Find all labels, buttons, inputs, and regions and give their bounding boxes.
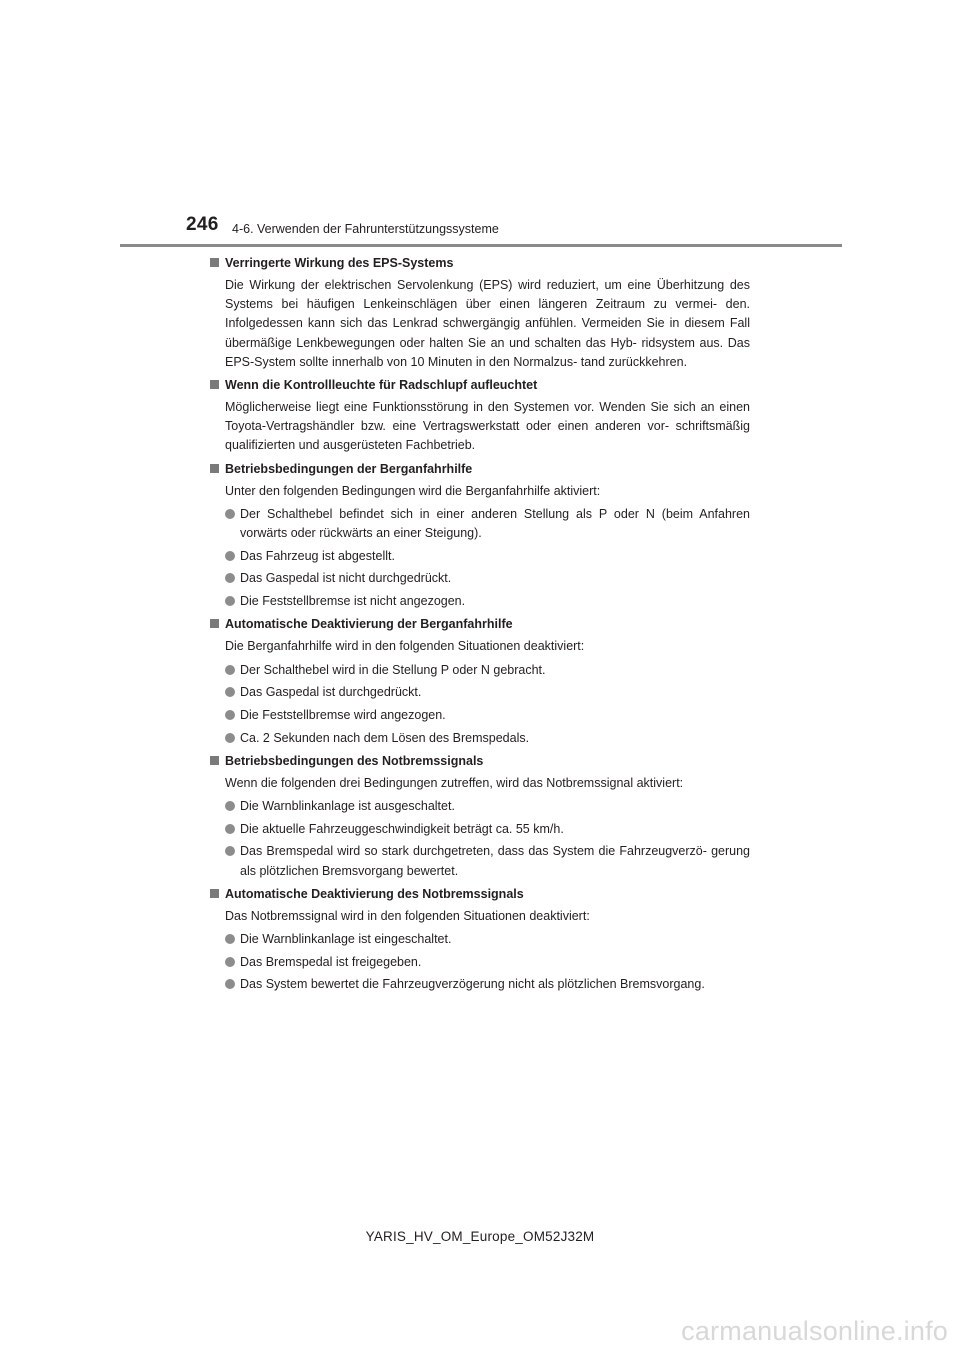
bullet-item — [210, 661, 750, 680]
bullet-text: Die Feststellbremse wird angezogen. — [240, 707, 446, 722]
section-heading — [210, 376, 750, 394]
chapter-header: 4-6. Verwenden der Fahrunterstützungssysteme — [232, 222, 499, 236]
bullet-text: Das Bremspedal ist freigegeben. — [240, 954, 422, 969]
bullet-item — [210, 547, 750, 566]
bullet-item — [210, 820, 750, 839]
section-body-text: Wenn die folgenden drei Bedingungen zutreffen, wird das Notbremssignal aktiviert: — [225, 775, 684, 790]
watermark: carmanualsonline.info — [681, 1316, 948, 1346]
content-section — [210, 752, 750, 881]
section-body-text: Die Berganfahrhilfe wird in den folgenden Situationen deaktiviert: — [225, 639, 585, 654]
section-heading — [210, 885, 750, 903]
bullet-text: Der Schalthebel wird in die Stellung P oder N gebracht. — [240, 662, 546, 677]
square-marker-icon — [210, 756, 219, 765]
section-heading-text: Betriebsbedingungen der Berganfahrhilfe — [225, 461, 473, 476]
bullet-item — [210, 683, 750, 702]
bullet-dot-icon — [225, 596, 235, 606]
bullet-item — [210, 797, 750, 816]
bullet-dot-icon — [225, 979, 235, 989]
bullet-dot-icon — [225, 934, 235, 944]
section-body-text: Unter den folgenden Bedingungen wird die Berganfahrhilfe aktiviert: — [225, 483, 601, 498]
section-heading-text: Betriebsbedingungen des Notbremssignals — [225, 753, 484, 768]
document-id-footer: YARIS_HV_OM_Europe_OM52J32M — [365, 1229, 595, 1244]
page-number: 246 — [186, 214, 219, 235]
section-heading — [210, 254, 750, 272]
bullet-item — [210, 729, 750, 748]
main-content — [210, 254, 750, 999]
bullet-item — [210, 569, 750, 588]
bullet-text: Das Fahrzeug ist abgestellt. — [240, 548, 395, 563]
bullet-item — [210, 842, 750, 880]
bullet-text: Das Gaspedal ist durchgedrückt. — [240, 685, 422, 700]
header-divider — [120, 244, 842, 247]
section-heading — [210, 615, 750, 633]
square-marker-icon — [210, 619, 219, 628]
bullet-text: Die Feststellbremse ist nicht angezogen. — [240, 594, 466, 609]
bullet-text: Das Bremspedal wird so stark durchgetreten, dass das System die Fahrzeugverzö- gerung als plötzlichen Bremsvorgang bewertet. — [240, 844, 750, 878]
bullet-dot-icon — [225, 801, 235, 811]
square-marker-icon — [210, 380, 219, 389]
square-marker-icon — [210, 889, 219, 898]
bullet-dot-icon — [225, 710, 235, 720]
bullet-dot-icon — [225, 665, 235, 675]
bullet-item — [210, 975, 750, 994]
bullet-dot-icon — [225, 687, 235, 697]
bullet-dot-icon — [225, 733, 235, 743]
bullet-dot-icon — [225, 551, 235, 561]
bullet-item — [210, 930, 750, 949]
bullet-text: Die Warnblinkanlage ist eingeschaltet. — [240, 932, 452, 947]
content-section — [210, 885, 750, 995]
bullet-item — [210, 953, 750, 972]
bullet-text: Die aktuelle Fahrzeuggeschwindigkeit beträgt ca. 55 km/h. — [240, 821, 564, 836]
section-heading-text: Automatische Deaktivierung des Notbremssignals — [225, 886, 524, 901]
bullet-text: Das System bewertet die Fahrzeugverzögerung nicht als plötzlichen Bremsvorgang. — [240, 977, 705, 992]
bullet-dot-icon — [225, 509, 235, 519]
section-body-text: Möglicherweise liegt eine Funktionsstörung in den Systemen vor. Wenden Sie sich an einen Toyota-Vertragshändler bzw. eine Vertragswerkstatt oder einen anderen vor- schriftsmäßig qualifizierten und ausgerüsteten Fachbetrieb. — [225, 400, 750, 453]
section-heading — [210, 460, 750, 478]
square-marker-icon — [210, 258, 219, 267]
content-section — [210, 460, 750, 612]
content-section — [210, 376, 750, 456]
section-body-text: Das Notbremssignal wird in den folgenden Situationen deaktiviert: — [225, 908, 590, 923]
section-heading-text: Wenn die Kontrollleuchte für Radschlupf aufleuchtet — [225, 378, 538, 393]
section-heading-text: Automatische Deaktivierung der Berganfahrhilfe — [225, 617, 513, 632]
square-marker-icon — [210, 464, 219, 473]
bullet-text: Der Schalthebel befindet sich in einer anderen Stellung als P oder N (beim Anfahren vorwärts oder rückwärts an einer Steigung). — [240, 506, 750, 541]
bullet-dot-icon — [225, 846, 235, 856]
bullet-item — [210, 592, 750, 611]
bullet-dot-icon — [225, 957, 235, 967]
content-section — [210, 254, 750, 372]
bullet-item — [210, 505, 750, 543]
section-heading-text: Verringerte Wirkung des EPS-Systems — [225, 256, 454, 270]
content-section — [210, 615, 750, 748]
section-body-text: Die Wirkung der elektrischen Servolenkung (EPS) wird reduziert, um eine Überhitzung des Systems bei häufigen Lenkeinschlägen über einen längeren Zeitraum zu vermei- den. Infolgedessen kann sich das Lenkrad schwergängig anfühlen. Vermeiden Sie in diesem Fall übermäßige Lenkbewegungen oder halten Sie an und schalten das Hyb- ridsystem aus. Das EPS-System sollte innerhalb von 10 Minuten in den Normalzus- tand zurückkehren. — [225, 278, 750, 369]
bullet-text: Ca. 2 Sekunden nach dem Lösen des Bremspedals. — [240, 730, 530, 745]
bullet-text: Die Warnblinkanlage ist ausgeschaltet. — [240, 799, 455, 814]
bullet-item — [210, 706, 750, 725]
bullet-dot-icon — [225, 573, 235, 583]
bullet-dot-icon — [225, 824, 235, 834]
bullet-text: Das Gaspedal ist nicht durchgedrückt. — [240, 571, 452, 586]
section-heading — [210, 752, 750, 770]
